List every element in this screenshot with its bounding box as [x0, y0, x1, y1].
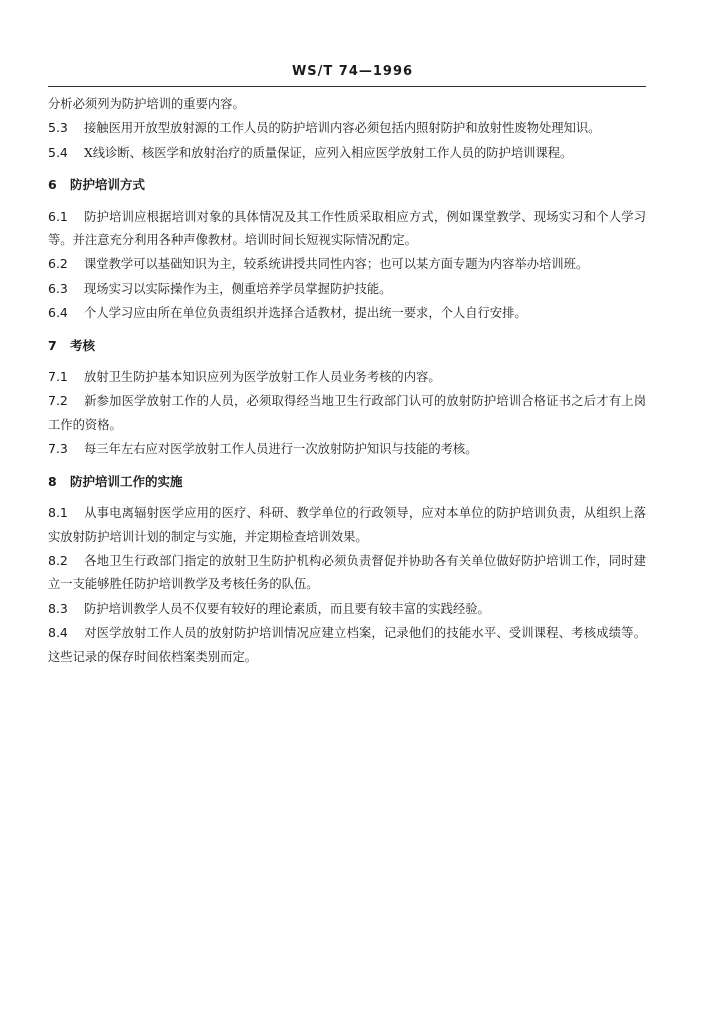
- paragraph-7-3: 7.3 每三年左右应对医学放射工作人员进行一次放射防护知识与技能的考核。: [48, 437, 646, 461]
- clause-number: 8.2: [48, 552, 68, 568]
- paragraph-8-3: 8.3 防护培训教学人员不仅要有较好的理论素质，而且要有较丰富的实践经验。: [48, 597, 646, 621]
- paragraph-8-2: 8.2 各地卫生行政部门指定的放射卫生防护机构必须负责督促并协助各有关单位做好防护培训工作，同时建立一支能够胜任防护培训教学及考核任务的队伍。: [48, 549, 646, 597]
- clause-number: 6.2: [48, 256, 68, 272]
- standard-code-header: WS/T 74—1996: [291, 64, 414, 79]
- paragraph-8-1: 8.1 从事电离辐射医学应用的医疗、科研、教学单位的行政领导，应对本单位的防护培训负责，从组织上落实放射防护培训计划的制定与实施，并定期检查培训效果。: [48, 501, 646, 549]
- clause-number: 6.4: [48, 305, 68, 321]
- section-title-8: 8 防护培训工作的实施: [48, 473, 183, 489]
- section-title-6: 6 防护培训方式: [48, 177, 146, 193]
- clause-number: 8.4: [48, 625, 68, 641]
- paragraph-5-3: 5.3 接触医用开放型放射源的工作人员的防护培训内容必须包括内照射防护和放射性废物处理知识。: [48, 116, 646, 140]
- paragraph-5-4: 5.4 X线诊断、核医学和放射治疗的质量保证，应列入相应医学放射工作人员的防护培训课程。: [48, 141, 646, 165]
- paragraph-6-1: 6.1 防护培训应根据培训对象的具体情况及其工作性质采取相应方式，例如课堂教学、现场实习和个人学习等。并注意充分利用各种声像教材。培训时间长短视实际情况酌定。: [48, 205, 646, 253]
- paragraph-6-2: 6.2 课堂教学可以基础知识为主，较系统讲授共同性内容；也可以某方面专题为内容举办培训班。: [48, 252, 646, 276]
- document-body: [48, 93, 646, 669]
- clause-number: 6.1: [48, 208, 68, 224]
- paragraph-6-3: 6.3 现场实习以实际操作为主，侧重培养学员掌握防护技能。: [48, 277, 646, 301]
- clause-number: 5.3: [48, 120, 68, 136]
- clause-number: 7.1: [48, 369, 68, 385]
- paragraph-6-4: 6.4 个人学习应由所在单位负责组织并选择合适教材，提出统一要求，个人自行安排。: [48, 301, 646, 325]
- clause-number: 6.3: [48, 280, 68, 296]
- clause-number: 7.2: [48, 393, 68, 409]
- clause-number: 5.4: [48, 144, 68, 160]
- clause-number: 8.3: [48, 600, 68, 616]
- paragraph-continuation: 分析必须列为防护培训的重要内容。: [48, 97, 245, 111]
- clause-number: 7.3: [48, 441, 68, 457]
- paragraph-7-2: 7.2 新参加医学放射工作的人员，必须取得经当地卫生行政部门认可的放射防护培训合格证书之后才有上岗工作的资格。: [48, 389, 646, 437]
- paragraph-8-4: 8.4 对医学放射工作人员的放射防护培训情况应建立档案，记录他们的技能水平、受训课程、考核成绩等。这些记录的保存时间依档案类别而定。: [48, 621, 646, 669]
- header-rule: [48, 86, 646, 87]
- paragraph-7-1: 7.1 放射卫生防护基本知识应列为医学放射工作人员业务考核的内容。: [48, 365, 646, 389]
- clause-number: 8.1: [48, 505, 68, 521]
- section-title-7: 7 考核: [48, 337, 96, 353]
